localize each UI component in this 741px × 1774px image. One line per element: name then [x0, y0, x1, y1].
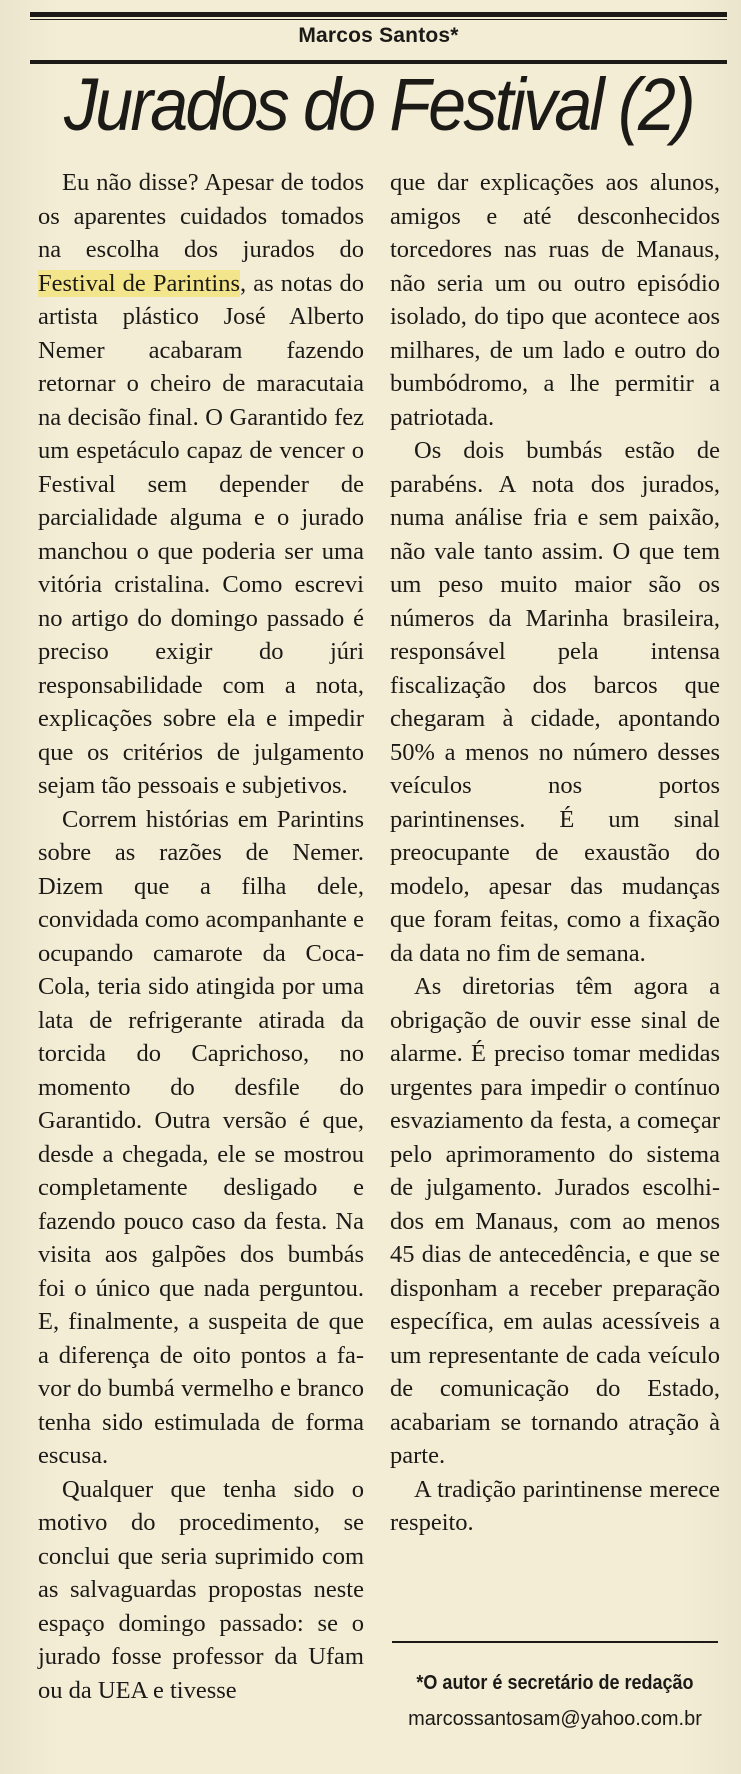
footnote [392, 1665, 718, 1737]
top-rule [30, 12, 727, 17]
right-column [390, 166, 720, 1540]
paragraph-2: Correm histórias em Parintins sobre as razões de Nemer. Dizem que a filha dele, convidada como acompanhante e ocupando camarote da Coca-Cola, teria sido atingida por uma lata de refrigerante atirada da torcida do Caprichoso, no momento do desfile do Garantido. Outra versão é que, desde a chegada, ele se mostrou completamente desligado e fazendo pouco caso da festa. Na visita aos galpões dos bumbás foi o único que nada perguntou. E, finalmente, a suspeita de que a diferença de oito pontos a favor do bumbá vermelho e branco tenha sido estimulada de forma escusa. [38, 805, 364, 1469]
paragraph-6: As diretorias têm agora a obrigação de ouvir esse sinal de alarme. É preciso tomar medidas urgentes para impedir o contínuo esvaziamento da festa, a começar pelo aprimoramento do sistema de julgamento. Jurados escolhidos em Manaus, com ao menos 45 dias de antecedência, e que se disponham a receber preparação específica, em aulas acessíveis a um representante de cada veículo de comunicação do Estado, acabariam se tornando atração à parte. [390, 973, 720, 1469]
highlight-festival: Festival de Parintins [38, 269, 240, 297]
top-thin-rule [30, 19, 727, 20]
paragraph-1-text-a: Eu não disse? Apesar de todos os aparentes cuidados tomados na escolha dos jurados do [38, 169, 364, 263]
author-email: marcossantosam@yahoo.com.br [408, 1708, 702, 1730]
paragraph-1-text-b: , as notas do artista plástico José Alberto Nemer acabaram fazendo retornar o cheiro de maracutaia na decisão final. O Garantido fez um espetáculo capaz de vencer o Festival sem depender de parcialidade alguma e o jurado manchou o que poderia ser uma vitória cristalina. Como escrevi no artigo do domingo passado é preciso exigir do júri responsabilidade com a nota, explicações sobre ela e impedir que os critérios de julgamento sejam tão pessoais e subjetivos. [38, 269, 365, 799]
paragraph-7: A tradição parintinense merece respeito. [390, 1475, 720, 1536]
left-column [38, 166, 364, 1707]
footnote-rule [392, 1641, 718, 1643]
paragraph-3: Qualquer que tenha sido o motivo do procedimento, se conclui que seria suprimido com as salvaguardas propostas neste espaço domingo passado: se o jurado fosse professor da Ufam ou da UEA e tivesse [38, 1475, 364, 1704]
paragraph-1 [38, 166, 364, 803]
paragraph-5: Os dois bumbás estão de parabéns. A nota dos jurados, numa análise fria e sem paixão, não vale tanto assim. O que tem um peso muito maior são os números da Marinha brasileira, responsável pela intensa fiscalização dos barcos que chegaram à cidade, apontando 50% a menos no número desses veículos nos portos parintinenses. É um sinal preocupante de exaustão do modelo, apesar das mudanças que foram feitas, como a fixação da data no fim de semana. [390, 437, 720, 967]
headline: Jurados do Festival (2) [64, 63, 693, 146]
paragraph-4: que dar explicações aos alunos, amigos e até desconhecidos torcedores nas ruas de Manaus, não seria um ou outro episódio isolado, do tipo que acontece aos milhares, de um lado e outro do bumbódromo, a lhe permitir a patriotada. [390, 169, 720, 431]
author-note: *O autor é secretário de redação [416, 1672, 694, 1694]
byline: Marcos Santos* [298, 24, 459, 47]
